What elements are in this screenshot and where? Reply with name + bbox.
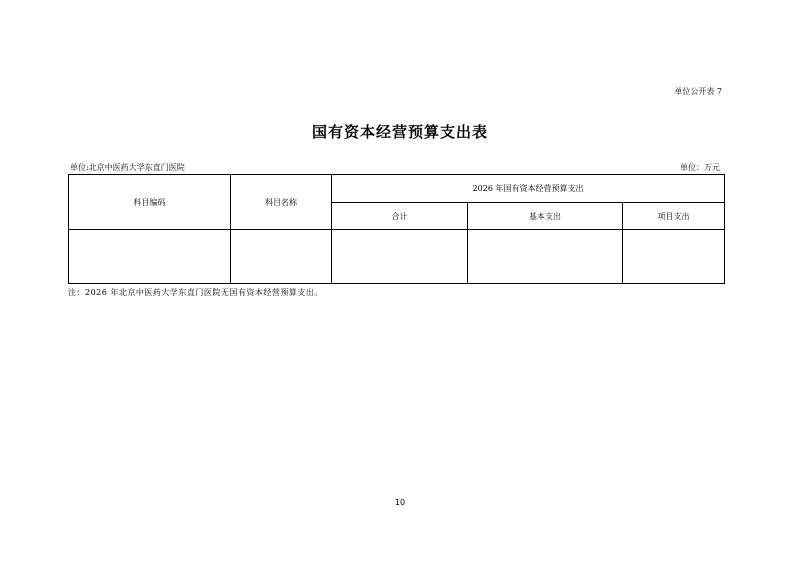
- table-cell: [231, 230, 332, 284]
- table-cell: [468, 230, 623, 284]
- page-title: 国有资本经营预算支出表: [311, 123, 488, 141]
- organization-unit-label: 单位:北京中医药大学东直门医院: [70, 163, 185, 172]
- budget-expenditure-table: [68, 174, 725, 284]
- page-number: 10: [394, 498, 406, 507]
- table-cell: [69, 230, 231, 284]
- table-cell: [623, 230, 725, 284]
- header-project-expenditure: 项目支出: [623, 203, 725, 230]
- header-subject-name: 科目名称: [231, 175, 332, 230]
- table-row: [69, 230, 725, 284]
- table-footnote: 注：2026 年北京中医药大学东直门医院无国有资本经营预算支出。: [68, 288, 323, 297]
- header-basic-expenditure: 基本支出: [468, 203, 623, 230]
- header-subject-code: 科目编码: [69, 175, 231, 230]
- header-total: 合计: [332, 203, 468, 230]
- table-cell: [332, 230, 468, 284]
- table-number-label: 单位公开表 7: [674, 87, 722, 96]
- header-budget-group: 2026 年国有资本经营预算支出: [332, 175, 725, 203]
- currency-unit-label: 单位：万元: [680, 163, 720, 172]
- table-header-row: [69, 175, 725, 203]
